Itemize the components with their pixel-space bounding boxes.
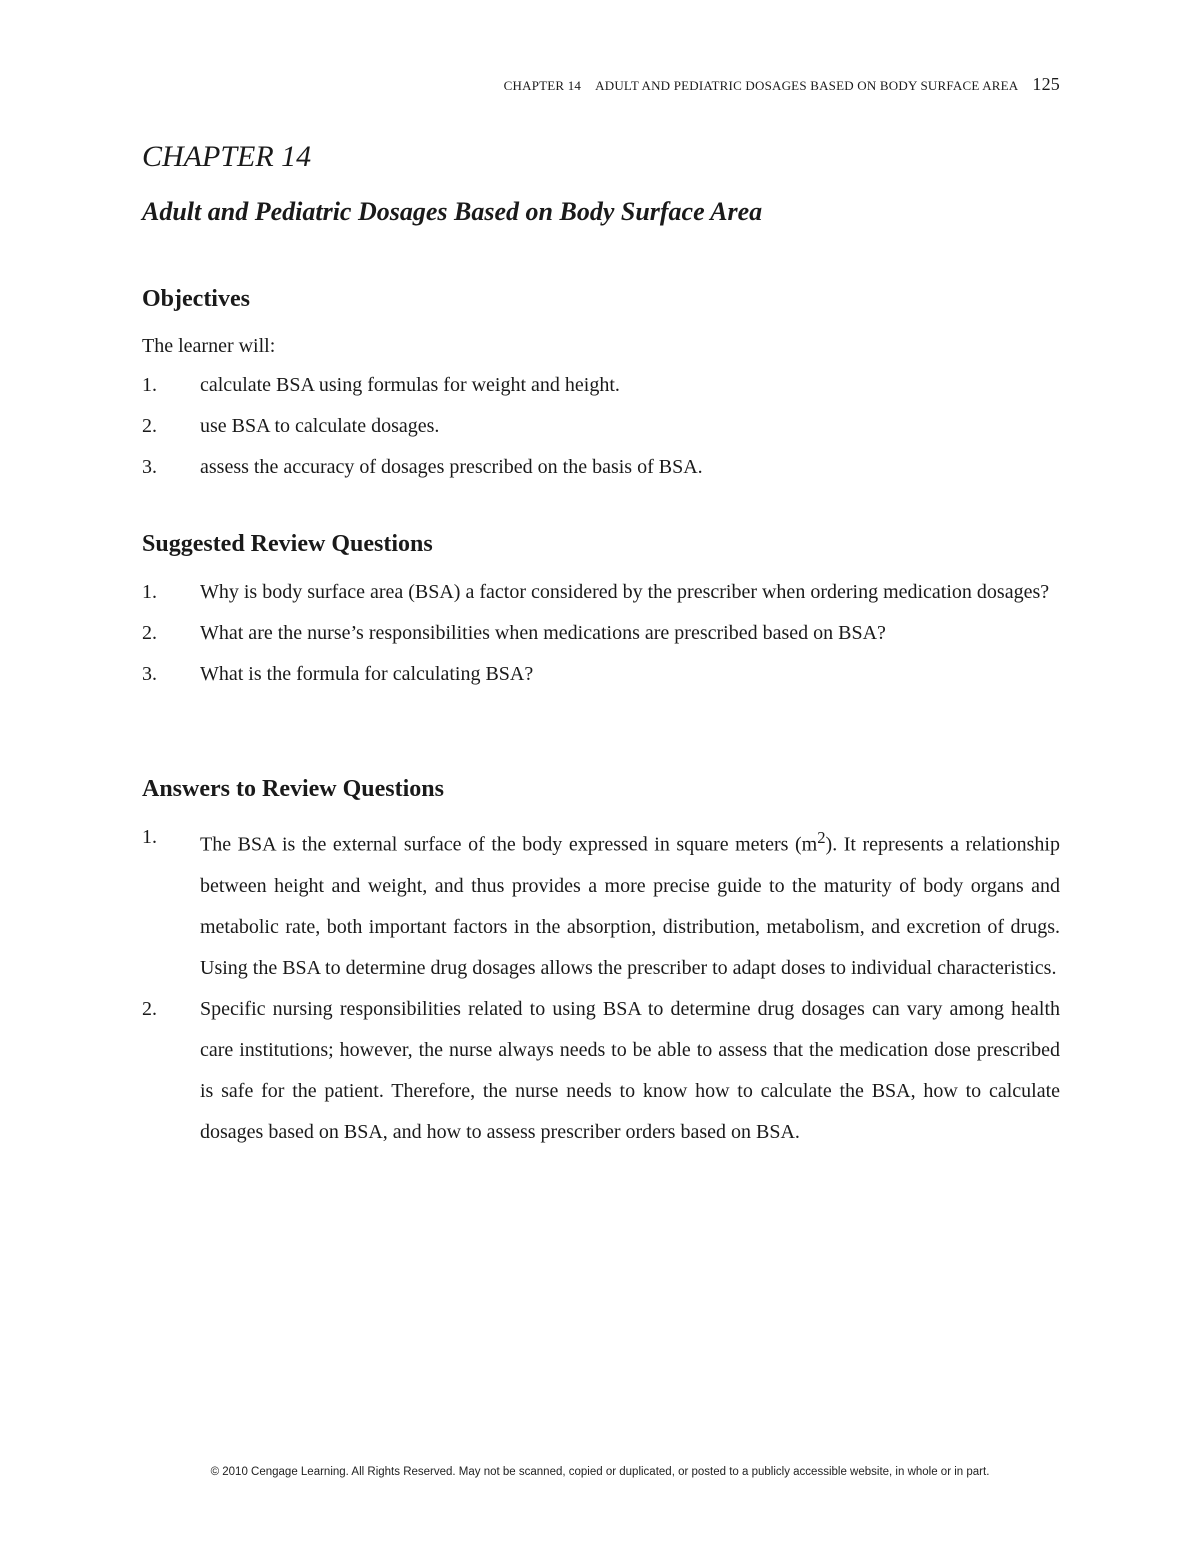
list-item <box>142 447 1060 488</box>
list-item-text: Specific nursing responsibilities related to using BSA to determine drug dosages can vary among health care institutions; however, the nurse always needs to be able to assess that the medication dose prescribed is safe for the patient. Therefore, the nurse needs to know how to calculate the BSA, how to calculate dosages based on BSA, and how to assess prescriber orders based on BSA. <box>200 997 1060 1143</box>
superscript: 2 <box>817 828 826 847</box>
list-item-text: calculate BSA using formulas for weight and height. <box>200 374 620 396</box>
list-item-text: What is the formula for calculating BSA? <box>200 663 534 685</box>
list-item-number: 1. <box>142 581 157 603</box>
list-item <box>142 654 1060 695</box>
list-item-number: 1. <box>142 374 157 396</box>
chapter-number: CHAPTER 14 <box>142 140 312 173</box>
list-item-number: 2. <box>142 415 157 437</box>
list-item <box>142 572 1060 613</box>
chapter-title: Adult and Pediatric Dosages Based on Body Surface Area <box>142 197 763 226</box>
copyright-footer: © 2010 Cengage Learning. All Rights Reserved. May not be scanned, copied or duplicated, or posted to a publicly accessible website, in whole or in part. <box>210 1466 990 1478</box>
list-item-text: Why is body surface area (BSA) a factor considered by the prescriber when ordering medication dosages? <box>200 581 1050 603</box>
list-item-number: 3. <box>142 456 157 478</box>
list-item <box>142 989 1060 1153</box>
list-item <box>142 406 1060 447</box>
answer-text-after: ). It represents a relationship between height and weight, and thus provides a more precise guide to the maturity of body organs and metabolic rate, both important factors in the absorption, distribution, metabolism, and excretion of drugs. Using the BSA to determine drug dosages allows the prescriber to adapt doses to individual characteristics. <box>200 833 1060 979</box>
page-number: 125 <box>1032 74 1060 94</box>
list-item-number: 3. <box>142 663 157 685</box>
running-header-chapter: CHAPTER 14 <box>503 78 582 93</box>
suggested-questions-heading: Suggested Review Questions <box>142 531 433 557</box>
answers-list <box>142 817 1060 1153</box>
suggested-questions-list <box>142 572 1060 695</box>
list-item-number: 2. <box>142 997 157 1020</box>
list-item-text: What are the nurse’s responsibilities when medications are prescribed based on BSA? <box>200 622 886 644</box>
answer-text-before: The BSA is the external surface of the body expressed in square meters (m <box>200 833 818 856</box>
list-item-text <box>200 817 1060 989</box>
list-item <box>142 365 1060 406</box>
objectives-list <box>142 365 1060 488</box>
list-item-number: 2. <box>142 622 157 644</box>
list-item <box>142 817 1060 989</box>
list-item-text: assess the accuracy of dosages prescribed on the basis of BSA. <box>200 456 703 478</box>
answers-heading: Answers to Review Questions <box>142 776 444 802</box>
objectives-heading: Objectives <box>142 286 250 312</box>
running-header <box>455 74 1060 95</box>
list-item <box>142 613 1060 654</box>
list-item-text: use BSA to calculate dosages. <box>200 415 440 437</box>
running-header-title: ADULT AND PEDIATRIC DOSAGES BASED ON BODY SURFACE AREA <box>595 78 1019 93</box>
objectives-intro: The learner will: <box>142 335 276 357</box>
list-item-number: 1. <box>142 826 157 848</box>
